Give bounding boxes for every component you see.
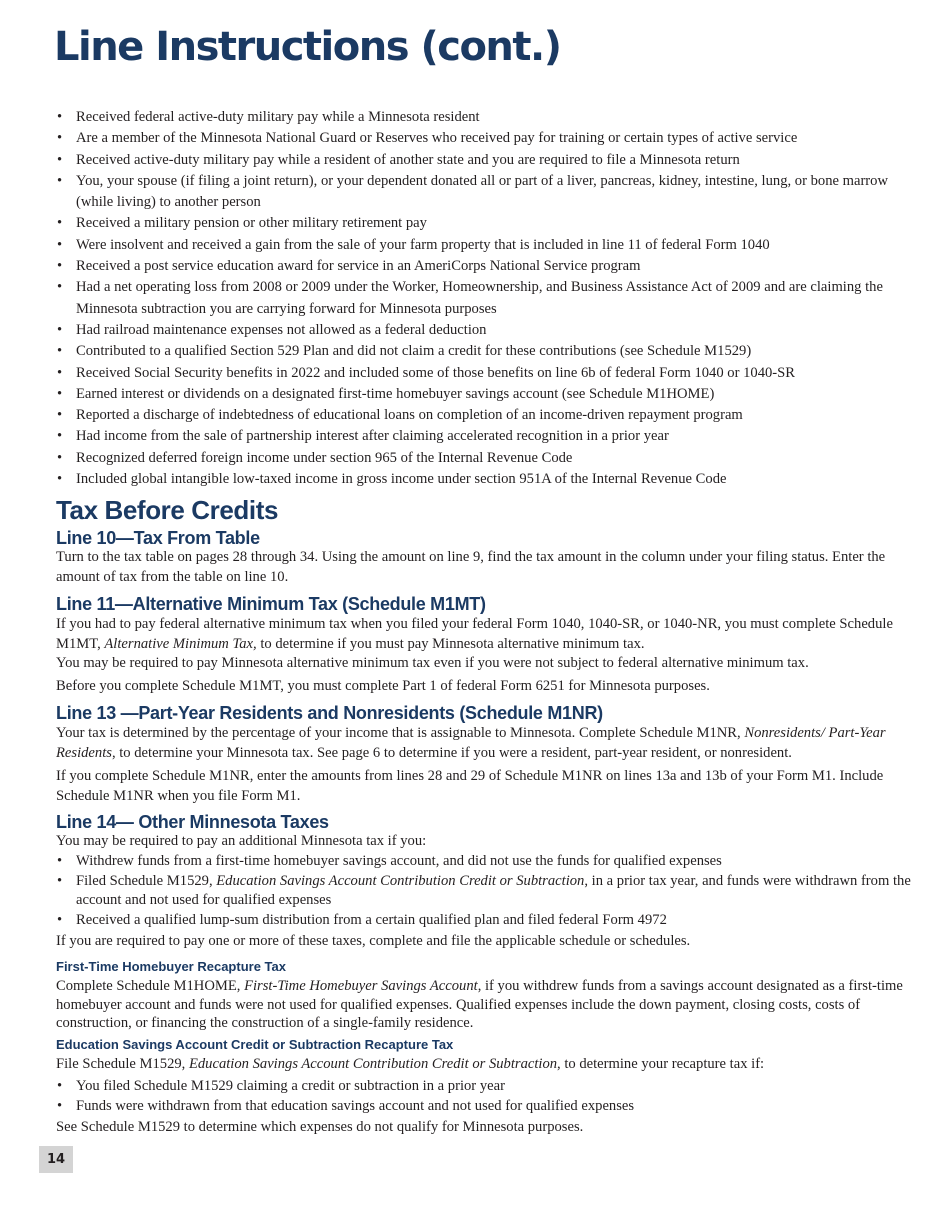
page-number: 14 <box>39 1146 73 1173</box>
line10-text: Turn to the tax table on pages 28 through 34. Using the amount on line 9, find the tax amount in the column under your filing status. Enter the amount of tax from the table on line 10. <box>56 549 886 585</box>
list-item: • You filed Schedule M1529 claiming a credit or subtraction in a prior year <box>56 1077 912 1097</box>
education-text: File Schedule M1529, Education Savings Account Contribution Credit or Subtraction, to determine your recapture tax if: <box>56 1056 765 1072</box>
homebuyer-heading: First-Time Homebuyer Recapture Tax <box>56 959 286 974</box>
line13-text-2: If you complete Schedule M1NR, enter the amounts from lines 28 and 29 of Schedule M1NR on lines 13a and 13b of your Form M1. Include Schedule M1NR when you file Form M1. <box>56 768 884 804</box>
line14-intro: You may be required to pay an additional Minnesota tax if you: <box>56 833 427 849</box>
line10-heading: Line 10—Tax From Table <box>56 528 260 548</box>
list-item: • Had railroad maintenance expenses not allowed as a federal deduction <box>56 320 912 341</box>
list-item: • Received a qualified lump-sum distribution from a certain qualified plan and filed federal Form 4972 <box>56 911 912 931</box>
line13-text-1: Your tax is determined by the percentage of your income that is assignable to Minnesota. Complete Schedule M1NR, Nonresidents/ Part-Year Residents, to determine your Minnesota tax. See page 6 to determine if you were a resident, part-year resident, or nonresident. <box>56 725 886 761</box>
list-item: • Received Social Security benefits in 2022 and included some of those benefits on line 6b of federal Form 1040 or 1040-SR <box>56 363 912 384</box>
list-item: • Are a member of the Minnesota National Guard or Reserves who received pay for training or certain types of active service <box>56 128 912 149</box>
list-item: • Recognized deferred foreign income under section 965 of the Internal Revenue Code <box>56 448 912 469</box>
list-item: • Withdrew funds from a first-time homebuyer savings account, and did not use the funds for qualified expenses <box>56 852 912 872</box>
list-item: • Contributed to a qualified Section 529 Plan and did not claim a credit for these contributions (see Schedule M1529) <box>56 341 912 362</box>
list-item: • Filed Schedule M1529, Education Savings Account Contribution Credit or Subtraction, in a prior tax year, and funds were withdrawn from the account and not used for qualified expenses <box>56 872 912 911</box>
list-item: • Reported a discharge of indebtedness of educational loans on completion of an income-driven repayment program <box>56 405 912 426</box>
line14-heading: Line 14— Other Minnesota Taxes <box>56 812 329 832</box>
line11-heading: Line 11—Alternative Minimum Tax (Schedule M1MT) <box>56 594 486 614</box>
line11-text-2: You may be required to pay Minnesota alternative minimum tax even if you were not subject to federal alternative minimum tax. <box>56 655 809 671</box>
line11-text-1: If you had to pay federal alternative minimum tax when you filed your federal Form 1040, 1040-SR, or 1040-NR, you must complete Schedule M1MT, Alternative Minimum Tax, to determine if you must pay Minnesota alternative minimum tax. <box>56 616 893 652</box>
list-item: • Received a military pension or other military retirement pay <box>56 213 912 234</box>
list-item: • Included global intangible low-taxed income in gross income under section 951A of the Internal Revenue Code <box>56 469 912 490</box>
list-item: • Were insolvent and received a gain from the sale of your farm property that is included in line 11 of federal Form 1040 <box>56 235 912 256</box>
list-item: • Received active-duty military pay while a resident of another state and you are required to file a Minnesota return <box>56 150 912 171</box>
line11-text-3: Before you complete Schedule M1MT, you must complete Part 1 of federal Form 6251 for Minnesota purposes. <box>56 678 710 694</box>
section-title: Tax Before Credits <box>56 495 279 525</box>
list-item: • Had a net operating loss from 2008 or 2009 under the Worker, Homeownership, and Business Assistance Act of 2009 and are claiming the Minnesota subtraction you are carrying forward for Minnesota purposes <box>56 277 912 320</box>
list-item: • You, your spouse (if filing a joint return), or your dependent donated all or part of a liver, pancreas, kidney, intestine, lung, or bone marrow (while living) to another person <box>56 171 912 214</box>
list-item: • Funds were withdrawn from that education savings account and not used for qualified expenses <box>56 1097 912 1117</box>
line14-outro: If you are required to pay one or more of these taxes, complete and file the applicable schedule or schedules. <box>56 933 691 949</box>
education-heading: Education Savings Account Credit or Subtraction Recapture Tax <box>56 1037 454 1052</box>
line13-heading: Line 13 —Part-Year Residents and Nonresidents (Schedule M1NR) <box>56 703 603 723</box>
qualifying-conditions-list <box>56 107 912 490</box>
education-list <box>56 1077 912 1116</box>
education-outro: See Schedule M1529 to determine which expenses do not qualify for Minnesota purposes. <box>56 1119 584 1135</box>
other-taxes-list <box>56 852 912 931</box>
homebuyer-text: Complete Schedule M1HOME, First-Time Homebuyer Savings Account, if you withdrew funds from a savings account designated as a first-time homebuyer account and funds were not used for qualified expenses. Qualified expenses include the down payment, closing costs, costs of construction, or financing the construction of a single-family residence. <box>56 978 903 1032</box>
list-item: • Earned interest or dividends on a designated first-time homebuyer savings account (see Schedule M1HOME) <box>56 384 912 405</box>
list-item: • Received federal active-duty military pay while a Minnesota resident <box>56 107 912 128</box>
list-item: • Received a post service education award for service in an AmeriCorps National Service program <box>56 256 912 277</box>
list-item: • Had income from the sale of partnership interest after claiming accelerated recognition in a prior year <box>56 426 912 447</box>
page-title: Line Instructions (cont.) <box>54 24 561 70</box>
